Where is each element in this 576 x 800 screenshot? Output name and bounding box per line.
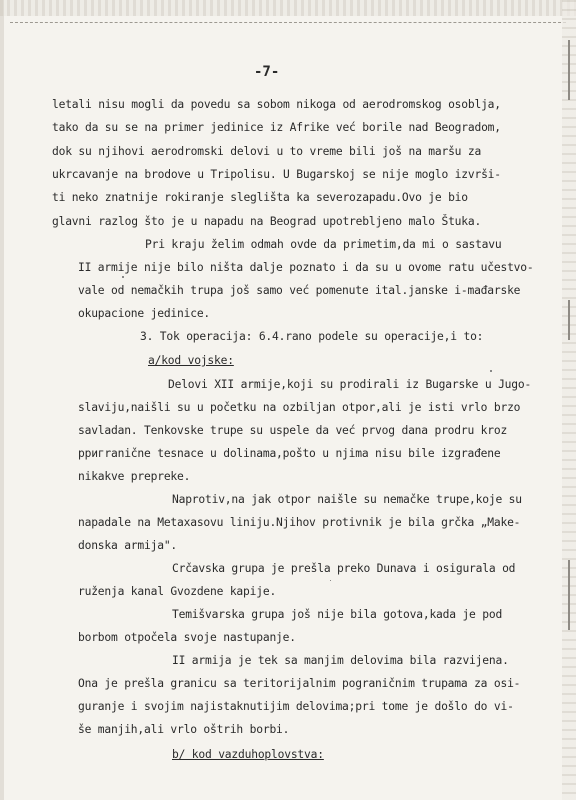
text-line: pригranične tesnace u dolinama,pošto u njima nisu bile izgrađene xyxy=(78,447,501,460)
scan-top-strip xyxy=(0,0,576,16)
perforation-line xyxy=(10,22,566,23)
text-line: letali nisu mogli da povedu sa sobom nikoga od aerodromskog osoblja, xyxy=(52,98,501,111)
text-line: guranje i svojim najistaknutijim delovima;pri tome je došlo do vi- xyxy=(78,700,514,713)
page-number: -7- xyxy=(254,64,280,80)
text-line: slaviju,naišli su u početku na ozbiljan otpor,ali je isti vrlo brzo xyxy=(78,401,521,414)
text-line: še manjih,ali vrlo oštrih borbi. xyxy=(78,723,290,736)
text-line: Delovi XII armije,koji su prodirali iz Bugarske u Jugo- xyxy=(168,378,532,391)
scan-speck xyxy=(330,580,331,581)
scan-speck xyxy=(490,370,492,372)
text-line: Ona je prešla granicu sa teritorijalnim pograničnim trupama za osi- xyxy=(78,677,521,690)
text-line: Pri kraju želim odmah ovde da primetim,da mi o sastavu xyxy=(145,238,502,251)
edge-mark xyxy=(568,560,570,630)
section-heading: 3. Tok operacija: 6.4.rano podele su operacije,i to: xyxy=(140,330,484,343)
text-line: savladan. Tenkovske trupe su uspele da već prvog dana prodru kroz xyxy=(78,424,508,437)
subsection-heading: a/kod vojske: xyxy=(148,354,234,367)
text-line: ti neko znatnije rokiranje sleglišta ka severozapadu.Ovo je bio xyxy=(52,191,468,204)
text-line: II armije nije bilo ništa dalje poznato i da su u ovome ratu učestvo- xyxy=(78,261,534,274)
text-line: glavni razlog što je u napadu na Beograd upotrebljeno malo Štuka. xyxy=(52,215,482,228)
text-line: II armija je tek sa manjim delovima bila razvijena. xyxy=(172,654,509,667)
edge-mark xyxy=(568,300,570,340)
text-line: napadale na Metaxasovu liniju.Njihov protivnik je bila grčka „Make- xyxy=(78,516,521,529)
text-line: ruženja kanal Gvozdene kapije. xyxy=(78,585,277,598)
text-line: donska armija". xyxy=(78,539,178,552)
scan-left-edge xyxy=(0,0,4,800)
text-line: vale od nemačkih trupa još samo već pomenute ital.janske i-mađarske xyxy=(78,284,521,297)
text-line: borbom otpočela svoje nastupanje. xyxy=(78,631,296,644)
text-line: Temišvarska grupa još nije bila gotova,kada je pod xyxy=(172,608,503,621)
text-line: okupacione jedinice. xyxy=(78,307,211,320)
text-line: dok su njihovi aerodromski delovi u to vreme bili još na maršu za xyxy=(52,145,482,158)
text-line: ukrcavanje na brodove u Tripolisu. U Bugarskoj se nije moglo izvrši- xyxy=(52,168,501,181)
scan-speck xyxy=(122,276,124,278)
text-line: tako da su se na primer jedinice iz Afrike već borile nad Beogradom, xyxy=(52,121,501,134)
text-line: Crčavska grupa je prešla preko Dunava i osigurala od xyxy=(172,562,516,575)
subsection-heading: b/ kod vazduhoplovstva: xyxy=(172,748,324,761)
text-line: nikakve prepreke. xyxy=(78,470,191,483)
text-line: Naprotiv,na jak otpor naišle su nemačke trupe,koje su xyxy=(172,493,522,506)
scan-right-edge xyxy=(562,0,576,800)
edge-mark xyxy=(568,40,570,100)
